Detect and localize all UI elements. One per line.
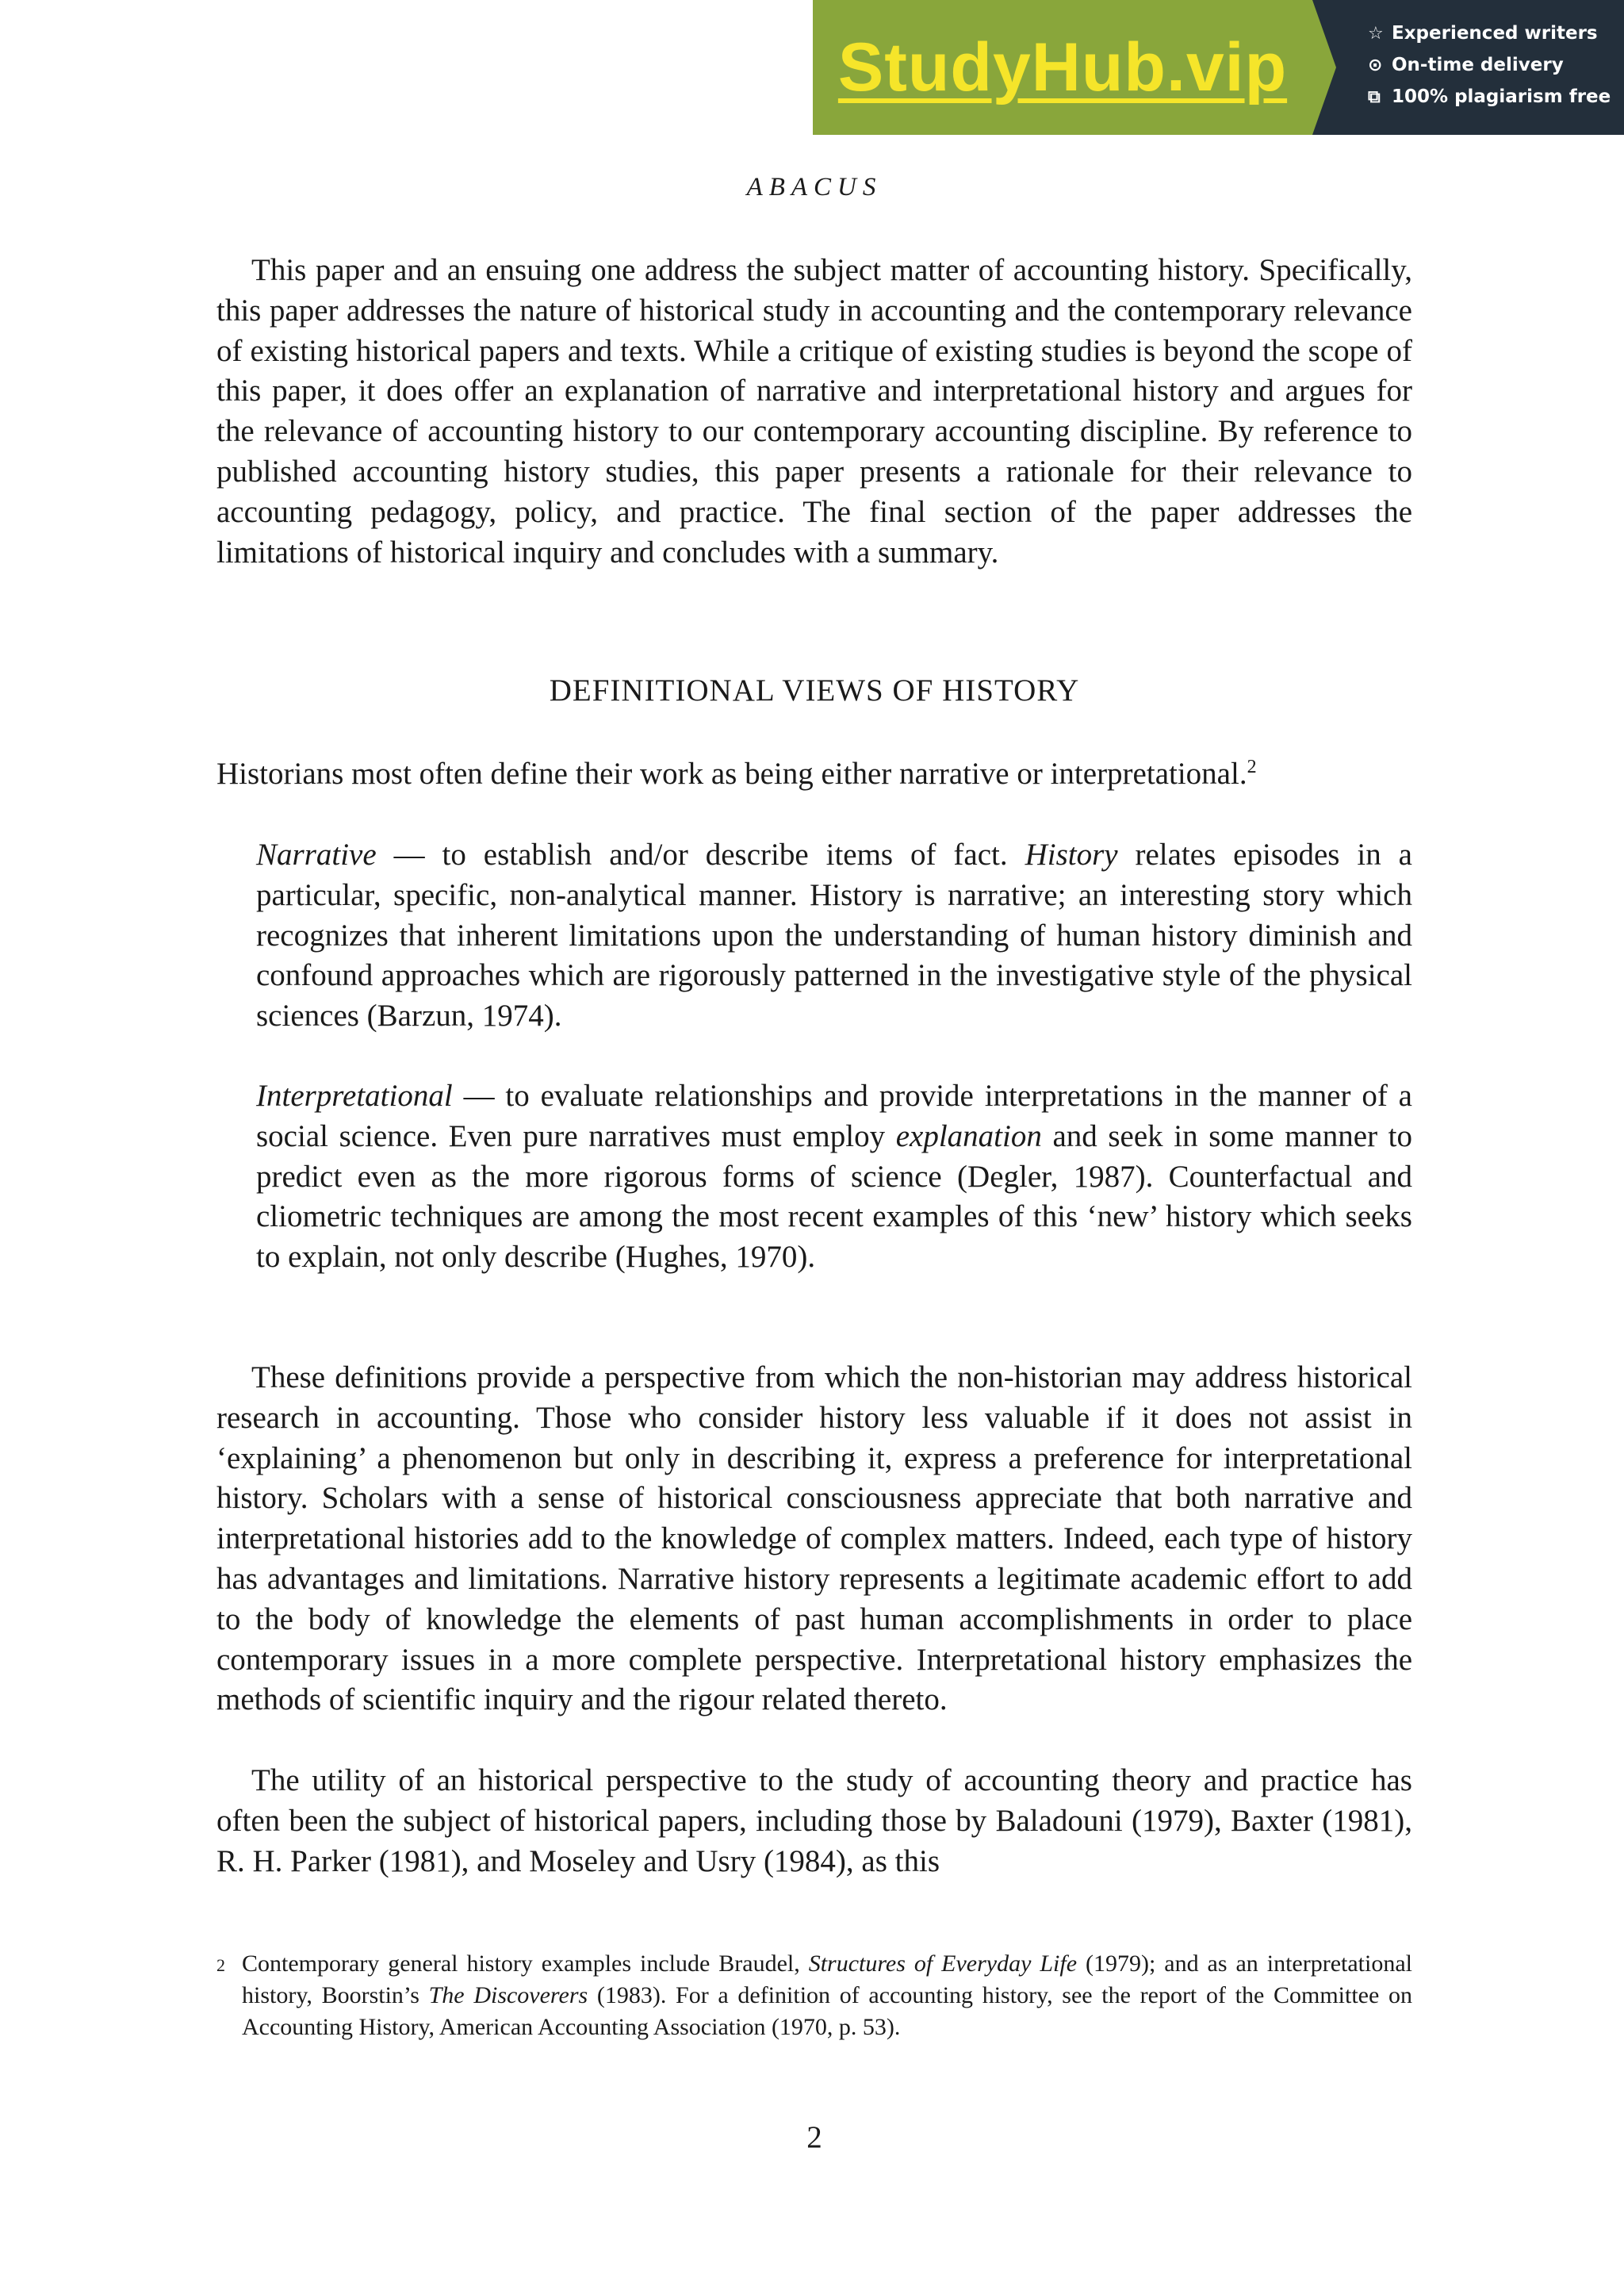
feature-label: Experienced writers — [1392, 23, 1598, 44]
document-page — [216, 0, 1412, 2286]
interpretational-definition: Interpretational — to evaluate relationships and provide interpretations in the manner of a social science. Even pure narratives must employ explanation and seek in some manner to predict even as the more rigorous forms of science (Degler, 1987). Counterfactual and cliometric techniques are among the most recent examples of this ‘new’ history which seeks to explain, not only describe (Hughes, 1970). — [256, 1079, 1413, 1275]
narrative-definition: Narrative — to establish and/or describe items of fact. History relates episodes in a particular, specific, non-analytical manner. History is narrative; an interesting story which recognizes that inherent limitations upon the understanding of human history diminish and confound approaches which are rigorously patterned in the investigative style of the physical sciences (Barzun, 1974). — [256, 838, 1412, 1034]
interpretational-term: Interpretational — [256, 1079, 453, 1113]
brand-name: StudyHub.vip — [837, 29, 1288, 105]
intro-paragraph: This paper and an ensuing one address the subject matter of accounting history. Specifically, this paper addresses the nature of historical study in accounting and the contemporary relevance of existing historical papers and texts. While a critique of existing studies is beyond the scope of this paper, it does offer an explanation of narrative and interpretational history and argues for the relevance of accounting history to our contemporary accounting discipline. By reference to published accounting history studies, this paper presents a rationale for their relevance to accounting pedagogy, policy, and practice. The final section of the paper addresses the limitations of historical inquiry and concludes with a summary. — [216, 253, 1412, 570]
definitions-paragraph: These definitions provide a perspective from which the non-historian may address historical research in accounting. Those who consider history less valuable if it does not assist in ‘explaining’ a phenomenon but only in describing it, express a preference for interpretational history. Scholars with a sense of historical consciousness appreciate that both narrative and interpretational histories add to the knowledge of complex matters. Indeed, each type of history has advantages and limitations. Narrative history represents a legitimate academic effort to add to the body of knowledge the elements of past human accomplishments in order to place contemporary issues in a more complete perspective. Interpretational history emphasizes the methods of scientific inquiry and the rigour related thereto. — [216, 1360, 1412, 1717]
running-head: ABACUS — [746, 173, 883, 201]
history-term: History — [1025, 838, 1118, 872]
narrative-term: Narrative — [256, 838, 377, 872]
footnote-ref[interactable]: 2 — [1247, 757, 1257, 777]
footnote-text: Contemporary general history examples include Braudel, Structures of Everyday Life (1979); and as an interpretational history, Boorstin’s The Discoverers (1983). For a definition of accounting history, see the report of the Committee on Accounting History, American Accounting Association (1970, p. 53). — [242, 1950, 1412, 2040]
star-icon: ☆ — [1368, 23, 1384, 44]
explanation-term: explanation — [895, 1118, 1042, 1153]
utility-paragraph: The utility of an historical perspective to the study of accounting theory and practice has often been the subject of historical papers, including those by Baladouni (1979), Baxter (1981), R. H. Parker (1981), and Moseley and Usry (1984), as this — [216, 1763, 1412, 1878]
footnote — [216, 1948, 1412, 2043]
page-number: 2 — [806, 2120, 822, 2154]
footnote-number: 2 — [216, 1955, 225, 1975]
copy-icon: ⧉ — [1368, 86, 1381, 107]
section-heading: DEFINITIONAL VIEWS OF HISTORY — [549, 673, 1080, 708]
definitions-intro: Historians most often define their work as being either narrative or interpretational.$^2$ — [216, 757, 1257, 791]
feature-label: On-time delivery — [1392, 55, 1564, 75]
clock-icon: ⊙ — [1368, 55, 1383, 75]
feature-label: 100% plagiarism free — [1392, 86, 1611, 107]
